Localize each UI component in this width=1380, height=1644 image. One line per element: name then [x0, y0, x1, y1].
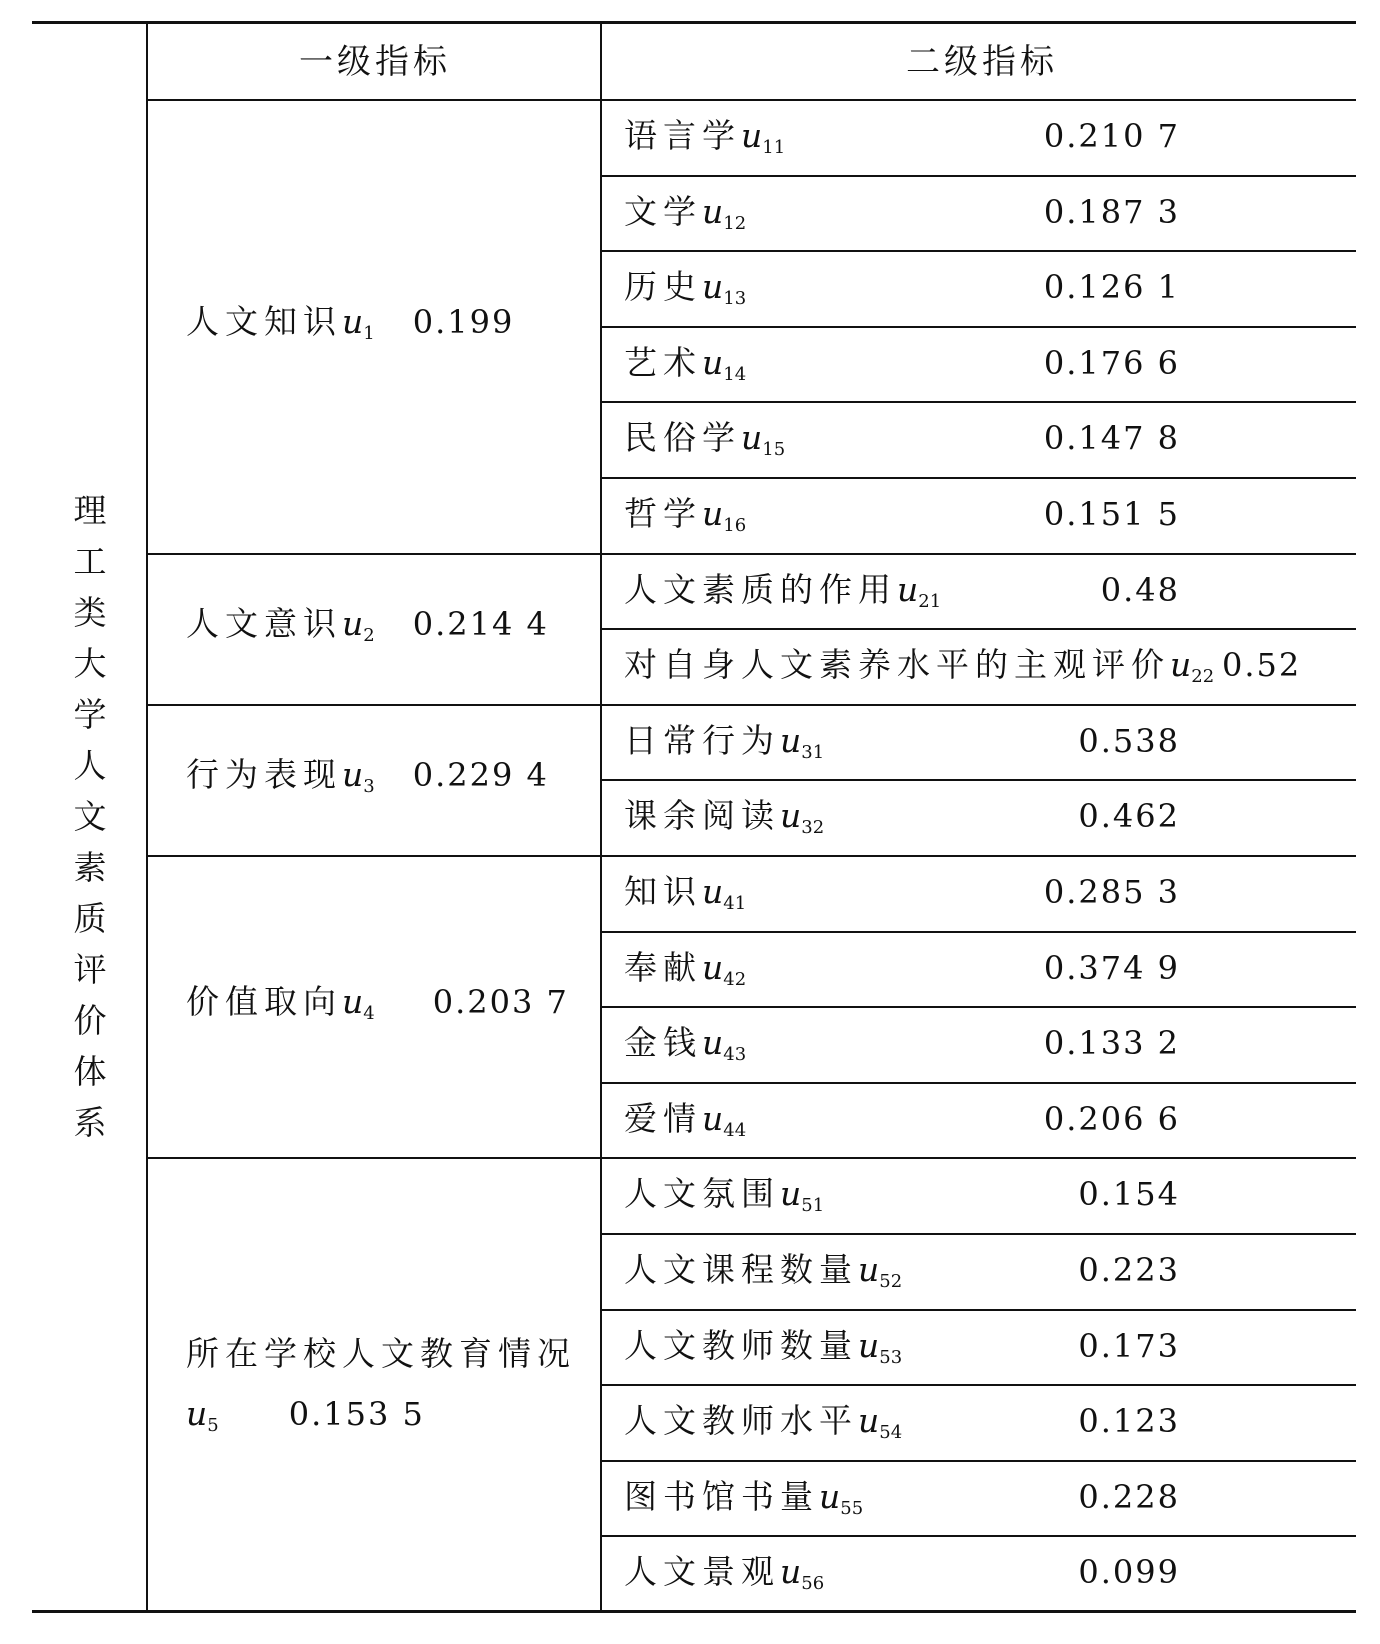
level1-indicator — [186, 755, 549, 807]
level1-indicator-weight: 0.199 — [412, 302, 515, 341]
index-symbol: $u_{42}$ — [702, 947, 747, 990]
header-level2: 二级指标 — [906, 42, 1058, 82]
row-rule — [600, 326, 1356, 328]
table-top-rule — [32, 21, 1356, 24]
system-title-char: 评 — [73, 950, 107, 989]
row-rule — [600, 628, 1356, 630]
index-symbol: $u_{31}$ — [780, 720, 825, 763]
level2-indicator — [624, 645, 1214, 697]
level1-indicator-weight: 0.229 4 — [412, 756, 549, 795]
group-rule — [146, 704, 1356, 706]
group-rule — [146, 553, 1356, 555]
row-rule — [600, 477, 1356, 479]
level2-indicator-weight: 0.52 — [1222, 646, 1302, 685]
system-title-char: 系 — [73, 1103, 107, 1142]
index-symbol: $u_{53}$ — [858, 1325, 903, 1368]
level2-indicator — [624, 343, 746, 395]
row-rule — [600, 1384, 1356, 1386]
level2-indicator-weight: 0.206 6 — [1043, 1099, 1180, 1138]
index-symbol: $u_5$ — [186, 1394, 219, 1437]
index-symbol: $u_4$ — [342, 982, 375, 1025]
level2-indicator — [624, 872, 746, 924]
level2-indicator-weight: 0.210 7 — [1043, 117, 1180, 155]
system-title-char: 大 — [73, 644, 107, 683]
index-symbol: $u_{22}$ — [1170, 645, 1215, 688]
row-rule — [600, 401, 1356, 403]
level2-indicator-weight: 0.48 — [1100, 570, 1180, 609]
system-title-char: 价 — [73, 1001, 107, 1040]
level2-indicator-name: 人文课程数量 — [624, 1250, 858, 1289]
level2-indicator — [624, 1401, 902, 1453]
level2-indicator-weight: 0.374 9 — [1043, 948, 1180, 987]
system-title-char: 工 — [73, 542, 107, 581]
level2-indicator — [624, 1023, 746, 1075]
index-symbol: $u_{11}$ — [741, 116, 786, 158]
level1-indicator-weight: 0.203 7 — [432, 983, 569, 1022]
level2-indicator — [624, 1174, 824, 1226]
row-rule — [600, 250, 1356, 252]
level2-indicator-name: 人文景观 — [624, 1552, 780, 1592]
index-symbol: $u_1$ — [342, 301, 375, 344]
system-title — [72, 485, 108, 1148]
level2-indicator-name: 课余阅读 — [624, 796, 780, 836]
level2-indicator — [624, 116, 785, 168]
level2-indicator-name: 人文素质的作用 — [624, 569, 897, 609]
level1-indicator-name: 行为表现 — [186, 755, 342, 795]
level2-indicator-weight: 0.154 — [1078, 1175, 1180, 1214]
index-symbol: $u_{41}$ — [702, 872, 747, 914]
index-symbol: $u_{44}$ — [702, 1098, 747, 1141]
level2-indicator-name: 民俗学 — [624, 418, 741, 458]
group-rule — [146, 855, 1356, 857]
index-symbol: $u_{21}$ — [897, 569, 942, 612]
level1-indicator-name: 人文意识 — [186, 604, 342, 644]
level1-indicator-weight: 0.214 4 — [412, 605, 549, 644]
row-rule — [600, 1006, 1356, 1008]
row-rule — [600, 1535, 1356, 1537]
level2-indicator-weight: 0.176 6 — [1043, 343, 1180, 382]
index-symbol: $u_{43}$ — [702, 1023, 747, 1066]
level1-indicator-name: 价值取向 — [186, 982, 342, 1022]
index-symbol: $u_{54}$ — [858, 1401, 903, 1444]
level2-indicator-name: 知识 — [624, 872, 702, 911]
row-rule — [600, 1309, 1356, 1311]
index-symbol: $u_{51}$ — [780, 1174, 825, 1217]
row-rule — [600, 779, 1356, 781]
level2-indicator-name: 奉献 — [624, 947, 702, 987]
level2-indicator-name: 哲学 — [624, 494, 702, 533]
system-title-char: 质 — [73, 899, 107, 938]
level2-indicator — [624, 494, 746, 546]
system-title-char: 体 — [73, 1052, 107, 1091]
level2-indicator-name: 语言学 — [624, 116, 741, 155]
level2-indicator — [624, 1326, 902, 1378]
level2-indicator-weight: 0.285 3 — [1043, 873, 1180, 911]
level2-indicator-name: 人文氛围 — [624, 1174, 780, 1214]
level2-indicator-weight: 0.133 2 — [1043, 1024, 1180, 1063]
level1-indicator — [186, 982, 569, 1034]
level2-indicator — [624, 1477, 863, 1529]
system-title-char: 类 — [73, 593, 107, 632]
level2-indicator-weight: 0.228 — [1078, 1477, 1180, 1516]
level1-indicator-weight: 0.153 5 — [288, 1395, 425, 1434]
level2-indicator — [624, 192, 746, 244]
level1-indicator — [186, 302, 514, 354]
header-level1: 一级指标 — [299, 42, 451, 82]
level2-indicator-name: 人文教师水平 — [624, 1401, 858, 1441]
system-title-char: 理 — [73, 491, 107, 530]
level2-indicator-weight: 0.126 1 — [1043, 268, 1180, 307]
level1-indicator — [186, 604, 549, 656]
level2-indicator-name: 艺术 — [624, 342, 702, 382]
row-rule — [600, 1460, 1356, 1462]
level2-indicator — [624, 418, 785, 470]
index-symbol: $u_{12}$ — [702, 191, 747, 234]
system-title-char: 人 — [73, 746, 107, 785]
header-rule — [146, 99, 1356, 101]
table-bottom-rule — [32, 1610, 1356, 1613]
index-symbol: $u_{32}$ — [780, 796, 825, 839]
system-title-char: 文 — [73, 797, 107, 836]
index-symbol: $u_3$ — [342, 755, 375, 798]
level2-indicator-name: 图书馆书量 — [624, 1476, 819, 1516]
level2-indicator-name: 文学 — [624, 191, 702, 231]
level2-indicator-name: 爱情 — [624, 1098, 702, 1138]
index-symbol: $u_{52}$ — [858, 1250, 903, 1292]
level2-indicator — [624, 1099, 746, 1151]
level2-indicator-weight: 0.187 3 — [1043, 192, 1180, 231]
row-rule — [600, 931, 1356, 933]
level1-indicator — [186, 1324, 576, 1456]
index-symbol: $u_{16}$ — [702, 494, 747, 536]
row-rule — [600, 1233, 1356, 1235]
index-symbol: $u_{15}$ — [741, 418, 786, 461]
group-rule — [146, 1157, 1356, 1159]
row-rule — [600, 1082, 1356, 1084]
level2-indicator-weight: 0.151 5 — [1043, 495, 1180, 533]
level1-indicator-name: 所在学校人文教育情况 — [186, 1334, 576, 1374]
level2-indicator-weight: 0.147 8 — [1043, 419, 1180, 458]
index-symbol: $u_{14}$ — [702, 342, 747, 385]
level2-indicator — [624, 570, 941, 622]
level2-indicator-weight: 0.123 — [1078, 1402, 1180, 1441]
level2-indicator — [624, 1552, 824, 1604]
system-title-char: 素 — [73, 848, 107, 887]
index-symbol: $u_{55}$ — [819, 1476, 864, 1519]
level2-indicator — [624, 721, 824, 773]
column-divider — [146, 22, 148, 1611]
system-title-char: 学 — [73, 695, 107, 734]
level2-indicator-weight: 0.538 — [1078, 721, 1180, 760]
level2-indicator — [624, 948, 746, 1000]
level2-indicator-name: 对自身人文素养水平的主观评价 — [624, 645, 1170, 685]
level1-indicator-name: 人文知识 — [186, 301, 342, 341]
column-divider — [600, 22, 602, 1611]
index-symbol: $u_{56}$ — [780, 1552, 825, 1595]
level2-indicator-weight: 0.223 — [1078, 1251, 1180, 1289]
level2-indicator — [624, 1250, 902, 1302]
level2-indicator-name: 日常行为 — [624, 720, 780, 760]
level2-indicator — [624, 267, 746, 319]
level2-indicator — [624, 796, 824, 848]
level2-indicator-name: 人文教师数量 — [624, 1325, 858, 1365]
level2-indicator-name: 金钱 — [624, 1023, 702, 1063]
level2-indicator-weight: 0.099 — [1078, 1553, 1180, 1592]
level2-indicator-weight: 0.173 — [1078, 1326, 1180, 1365]
row-rule — [600, 175, 1356, 177]
level2-indicator-name: 历史 — [624, 267, 702, 307]
level2-indicator-weight: 0.462 — [1078, 797, 1180, 836]
index-symbol: $u_2$ — [342, 604, 375, 647]
index-symbol: $u_{13}$ — [702, 267, 747, 310]
